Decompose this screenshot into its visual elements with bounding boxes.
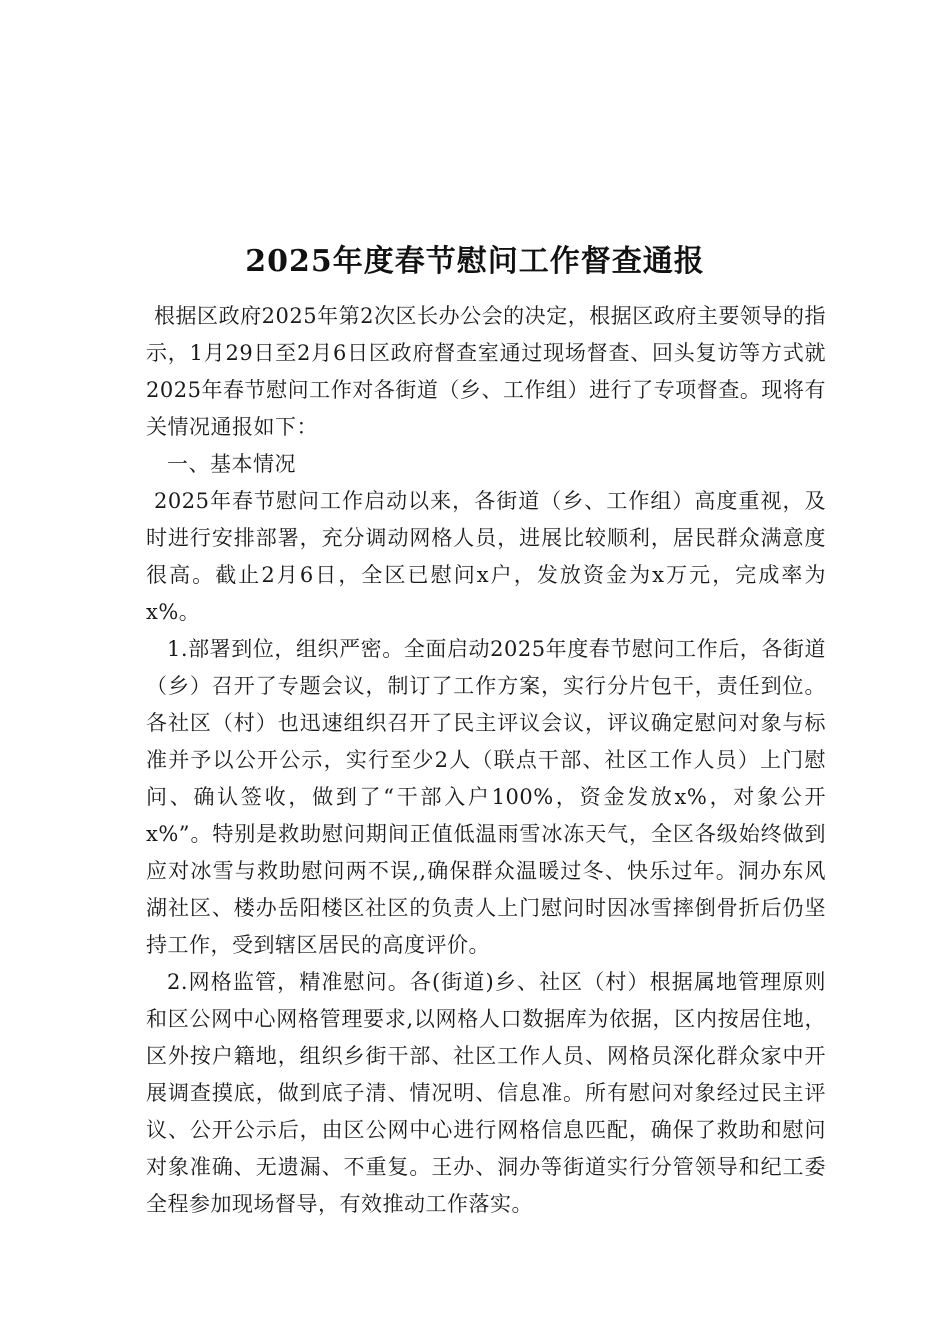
paragraph-intro: 根据区政府2025年第2次区长办公会的决定，根据区政府主要领导的指示，1月29日至2月6日区政府督查室通过现场督查、回头复访等方式就2025年春节慰问工作对各街道（乡、工作组）进行了专项督查。现将有关情况通报如下： bbox=[146, 304, 826, 439]
paragraph-item-1: 1.部署到位，组织严密。全面启动2025年度春节慰问工作后，各街道（乡）召开了专题会议，制订了工作方案，实行分片包干，责任到位。各社区（村）也迅速组织召开了民主评议会议，评议确定慰问对象与标准并予以公开公示，实行至少2人（联点干部、社区工作人员）上门慰问、确认签收，做到了“干部入户100%，资金发放x%，对象公开x%”。特别是救助慰问期间正值低温雨雪冰冻天气，全区各级始终做到应对冰雪与救助慰问两不误,,确保群众温暖过冬、快乐过年。洞办东风湖社区、楼办岳阳楼区社区的负责人上门慰问时因冰雪摔倒骨折后仍坚持工作，受到辖区居民的高度评价。 bbox=[146, 637, 826, 957]
paragraph-item-2: 2.网格监管，精准慰问。各(街道)乡、社区（村）根据属地管理原则和区公网中心网格管理要求,以网格人口数据库为依据，区内按居住地，区外按户籍地，组织乡街干部、社区工作人员、网格员深化群众家中开展调查摸底，做到底子清、情况明、信息准。所有慰问对象经过民主评议、公开公示后，由区公网中心进行网格信息匹配，确保了救助和慰问对象准确、无遗漏、不重复。王办、洞办等街道实行分管领导和纪工委全程参加现场督导，有效推动工作落实。 bbox=[146, 970, 826, 1216]
section-heading-basic: 一、基本情况 bbox=[167, 452, 296, 476]
document-body bbox=[146, 298, 826, 1223]
paragraph-overview: 2025年春节慰问工作启动以来，各街道（乡、工作组）高度重视，及时进行安排部署，充分调动网格人员，进展比较顺利，居民群众满意度很高。截止2月6日，全区已慰问x户，发放资金为x万元，完成率为x%。 bbox=[146, 489, 826, 624]
document-title: 2025年度春节慰问工作督查通报 bbox=[245, 244, 705, 280]
